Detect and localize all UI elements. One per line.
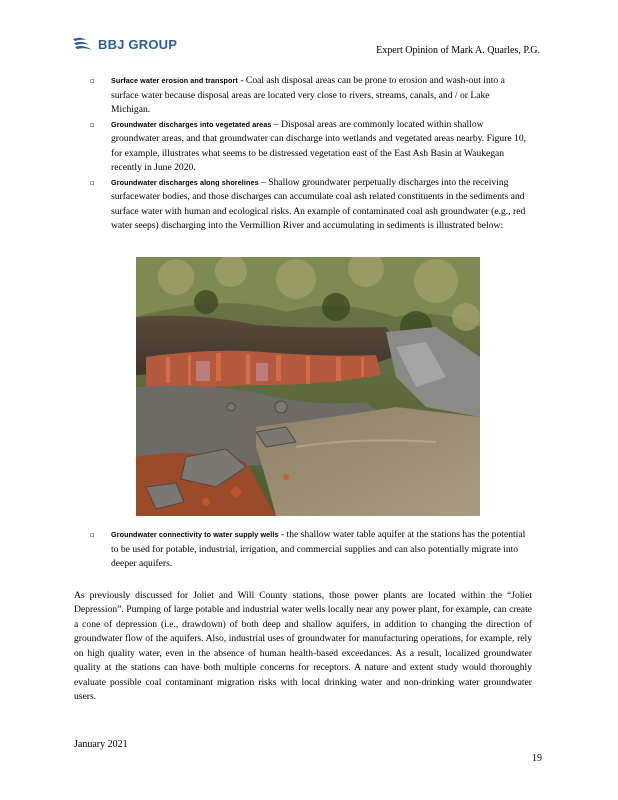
- photo-illustration: [136, 257, 480, 516]
- bullet-lead: Groundwater discharges along shorelines: [111, 177, 259, 187]
- bullet-lead: Surface water erosion and transport: [111, 76, 238, 85]
- company-logo: [72, 36, 177, 52]
- logo-mark-icon: [72, 36, 94, 52]
- bullet-text: - the shallow water table aquifer at the stations has the potential to be used for potable, industrial, irrigation, and commercial supplies and can also potentially migrate into deeper aquifers.: [111, 529, 526, 569]
- bullet-item: [90, 528, 530, 572]
- bullet-text: – Shallow groundwater perpetually discharges into the receiving surfacewater bodies, and those discharges can accumulate coal ash related constituents in the sediments and surface water with human and ecological risks. An example of contaminated coal ash groundwater (e.g., red water seeps) discharging into the Vermillion River and accumulating in sediments is illustrated below:: [111, 176, 526, 231]
- footer-date: January 2021: [74, 739, 128, 750]
- bullet-icon: ▫: [90, 120, 95, 129]
- riverbank-seep-photo: [136, 257, 480, 516]
- bullet-list: [90, 74, 530, 234]
- bullet-list-continued: [90, 528, 530, 572]
- bullet-text: - Coal ash disposal areas can be prone to erosion and wash-out into a surface water because disposal areas are located very close to rivers, streams, canals, and / or Lake Michigan.: [111, 75, 505, 115]
- bullet-icon: ▫: [90, 178, 95, 187]
- bullet-icon: ▫: [90, 77, 95, 85]
- body-paragraph: As previously discussed for Joliet and Will County stations, those power plants are located within the “Joliet Depression”. Pumping of large potable and industrial water wells locally near any power plant, for example, can create a cone of depression (i.e., drawdown) of both deep and shallow aquifers, in addition to changing the direction of groundwater flow of the aquifers. Also, industrial uses of groundwater for manufacturing operations, for example, rely on high quality water, even in the absence of human health-based exceedances. As a result, localized groundwater quality at the stations can have both multiple concerns for receptors. A nature and extent study would thoroughly evaluate possible coal contaminant migration risks with local drinking water and non-drinking water groundwater users.: [74, 589, 532, 703]
- bullet-item: [90, 176, 530, 234]
- bullet-text: – Disposal areas are commonly located within shallow groundwater areas, and that groundwater can discharge into wetlands and vegetated areas nearby. Figure 10, for example, illustrates what seems to be distressed vegetation east of the East Ash Basin at Waukegan recently in June 2020.: [111, 118, 527, 173]
- document-header-title: Expert Opinion of Mark A. Quarles, P.G.: [376, 45, 540, 56]
- page-number: 19: [532, 753, 542, 764]
- bullet-lead: Groundwater connectivity to water supply wells: [111, 530, 279, 539]
- bullet-lead: Groundwater discharges into vegetated areas: [111, 119, 272, 129]
- bullet-icon: ▫: [90, 531, 95, 539]
- logo-text: BBJ GROUP: [98, 36, 178, 52]
- bullet-item: [90, 118, 530, 176]
- bullet-item: [90, 74, 530, 118]
